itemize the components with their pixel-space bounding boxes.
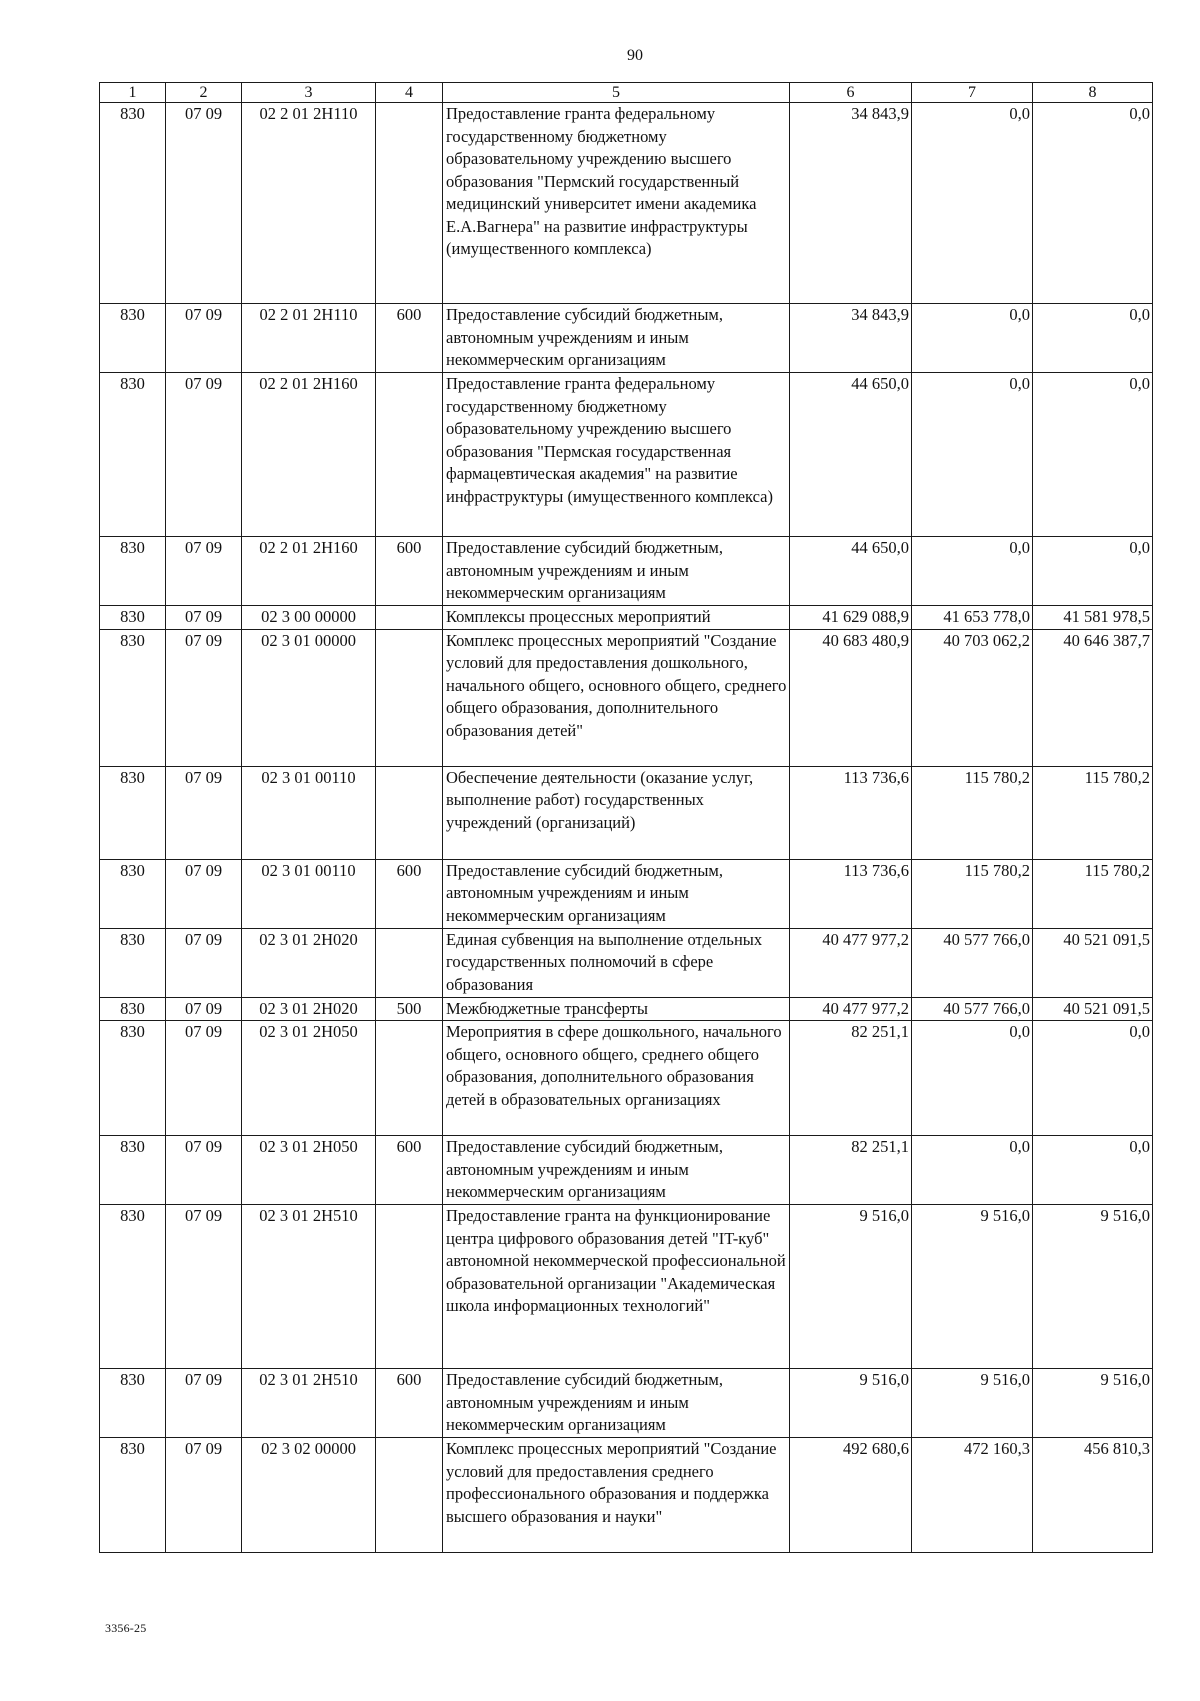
budget-table — [99, 82, 1153, 1553]
cell-section-code: 07 09 — [166, 629, 242, 766]
column-header: 6 — [790, 83, 912, 103]
cell-amount-year3: 40 521 091,5 — [1033, 997, 1153, 1021]
cell-target-article: 02 3 01 2Н510 — [242, 1369, 376, 1438]
table-row — [100, 1205, 1153, 1369]
cell-target-article: 02 2 01 2Н160 — [242, 373, 376, 537]
column-header: 8 — [1033, 83, 1153, 103]
cell-amount-year2: 40 577 766,0 — [912, 928, 1033, 997]
page-number: 90 — [627, 47, 643, 64]
cell-description: Предоставление субсидий бюджетным, автономным учреждениям и иным некоммерческим организациям — [443, 1369, 790, 1438]
cell-section-code: 07 09 — [166, 373, 242, 537]
cell-expense-type: 600 — [376, 1369, 443, 1438]
cell-amount-year2: 9 516,0 — [912, 1205, 1033, 1369]
cell-section-code: 07 09 — [166, 103, 242, 304]
column-header: 5 — [443, 83, 790, 103]
cell-amount-year3: 41 581 978,5 — [1033, 606, 1153, 630]
cell-description: Предоставление гранта федеральному государственному бюджетному образовательному учреждению высшего образования "Пермский государственный медицинский университет имени академика Е.А.Вагнера" на развитие инфраструктуры (имущественного комплекса) — [443, 103, 790, 304]
cell-section-code: 07 09 — [166, 1136, 242, 1205]
cell-amount-year2: 472 160,3 — [912, 1438, 1033, 1553]
table-header — [100, 83, 1153, 103]
cell-amount-year2: 9 516,0 — [912, 1369, 1033, 1438]
table-row — [100, 766, 1153, 859]
table-row — [100, 304, 1153, 373]
cell-section-code: 07 09 — [166, 859, 242, 928]
cell-amount-year2: 40 577 766,0 — [912, 997, 1033, 1021]
cell-admin-code: 830 — [100, 928, 166, 997]
cell-amount-year3: 0,0 — [1033, 1021, 1153, 1136]
cell-section-code: 07 09 — [166, 928, 242, 997]
cell-section-code: 07 09 — [166, 304, 242, 373]
cell-admin-code: 830 — [100, 997, 166, 1021]
cell-expense-type — [376, 1438, 443, 1553]
cell-target-article: 02 2 01 2Н110 — [242, 103, 376, 304]
cell-amount-year3: 115 780,2 — [1033, 859, 1153, 928]
cell-target-article: 02 2 01 2Н160 — [242, 537, 376, 606]
cell-expense-type — [376, 103, 443, 304]
table-row — [100, 1438, 1153, 1553]
cell-amount-year1: 82 251,1 — [790, 1136, 912, 1205]
cell-expense-type — [376, 373, 443, 537]
cell-amount-year1: 44 650,0 — [790, 373, 912, 537]
cell-target-article: 02 2 01 2Н110 — [242, 304, 376, 373]
column-header: 3 — [242, 83, 376, 103]
cell-amount-year1: 40 683 480,9 — [790, 629, 912, 766]
table-row — [100, 629, 1153, 766]
cell-admin-code: 830 — [100, 629, 166, 766]
cell-section-code: 07 09 — [166, 1021, 242, 1136]
cell-amount-year3: 0,0 — [1033, 537, 1153, 606]
cell-target-article: 02 3 01 2Н510 — [242, 1205, 376, 1369]
cell-amount-year1: 41 629 088,9 — [790, 606, 912, 630]
table-row — [100, 606, 1153, 630]
table-row — [100, 1369, 1153, 1438]
cell-description: Предоставление гранта федеральному государственному бюджетному образовательному учреждению высшего образования "Пермская государственная фармацевтическая академия" на развитие инфраструктуры (имущественного комплекса) — [443, 373, 790, 537]
cell-amount-year1: 40 477 977,2 — [790, 928, 912, 997]
document-code: 3356-25 — [105, 1621, 147, 1635]
cell-admin-code: 830 — [100, 373, 166, 537]
cell-admin-code: 830 — [100, 1205, 166, 1369]
cell-expense-type — [376, 766, 443, 859]
cell-description: Предоставление гранта на функционирование центра цифрового образования детей "IT-куб" автономной некоммерческой профессиональной образовательной организации "Академическая школа информационных технологий" — [443, 1205, 790, 1369]
cell-section-code: 07 09 — [166, 1205, 242, 1369]
cell-amount-year1: 34 843,9 — [790, 304, 912, 373]
cell-target-article: 02 3 01 2Н020 — [242, 928, 376, 997]
header-row — [100, 83, 1153, 103]
cell-target-article: 02 3 01 00000 — [242, 629, 376, 766]
table-row — [100, 373, 1153, 537]
cell-section-code: 07 09 — [166, 997, 242, 1021]
cell-amount-year1: 34 843,9 — [790, 103, 912, 304]
cell-admin-code: 830 — [100, 1021, 166, 1136]
column-header: 2 — [166, 83, 242, 103]
column-header: 7 — [912, 83, 1033, 103]
cell-expense-type — [376, 1021, 443, 1136]
column-header: 1 — [100, 83, 166, 103]
cell-amount-year2: 0,0 — [912, 1136, 1033, 1205]
cell-amount-year3: 0,0 — [1033, 304, 1153, 373]
cell-admin-code: 830 — [100, 1369, 166, 1438]
cell-description: Комплекс процессных мероприятий "Создание условий для предоставления среднего профессионального образования и поддержка высшего образования и науки" — [443, 1438, 790, 1553]
cell-amount-year2: 0,0 — [912, 1021, 1033, 1136]
cell-target-article: 02 3 00 00000 — [242, 606, 376, 630]
cell-amount-year2: 41 653 778,0 — [912, 606, 1033, 630]
table-row — [100, 928, 1153, 997]
cell-admin-code: 830 — [100, 304, 166, 373]
table-row — [100, 103, 1153, 304]
table-row — [100, 997, 1153, 1021]
cell-amount-year3: 0,0 — [1033, 373, 1153, 537]
cell-description: Межбюджетные трансферты — [443, 997, 790, 1021]
cell-amount-year3: 9 516,0 — [1033, 1369, 1153, 1438]
cell-target-article: 02 3 01 2Н020 — [242, 997, 376, 1021]
cell-target-article: 02 3 01 00110 — [242, 859, 376, 928]
cell-section-code: 07 09 — [166, 1369, 242, 1438]
cell-description: Обеспечение деятельности (оказание услуг, выполнение работ) государственных учреждений (организаций) — [443, 766, 790, 859]
cell-expense-type: 600 — [376, 1136, 443, 1205]
table-body — [100, 103, 1153, 1553]
cell-expense-type — [376, 928, 443, 997]
cell-admin-code: 830 — [100, 606, 166, 630]
cell-admin-code: 830 — [100, 103, 166, 304]
cell-amount-year2: 115 780,2 — [912, 766, 1033, 859]
cell-expense-type — [376, 1205, 443, 1369]
cell-expense-type: 600 — [376, 304, 443, 373]
cell-amount-year3: 456 810,3 — [1033, 1438, 1153, 1553]
table-row — [100, 859, 1153, 928]
cell-admin-code: 830 — [100, 1438, 166, 1553]
cell-amount-year3: 9 516,0 — [1033, 1205, 1153, 1369]
cell-amount-year2: 40 703 062,2 — [912, 629, 1033, 766]
cell-amount-year1: 40 477 977,2 — [790, 997, 912, 1021]
cell-expense-type — [376, 629, 443, 766]
cell-amount-year1: 44 650,0 — [790, 537, 912, 606]
cell-admin-code: 830 — [100, 766, 166, 859]
cell-expense-type — [376, 606, 443, 630]
cell-amount-year1: 113 736,6 — [790, 859, 912, 928]
table-row — [100, 537, 1153, 606]
cell-amount-year1: 82 251,1 — [790, 1021, 912, 1136]
cell-admin-code: 830 — [100, 859, 166, 928]
cell-section-code: 07 09 — [166, 537, 242, 606]
cell-description: Предоставление субсидий бюджетным, автономным учреждениям и иным некоммерческим организациям — [443, 859, 790, 928]
cell-amount-year1: 9 516,0 — [790, 1205, 912, 1369]
cell-description: Единая субвенция на выполнение отдельных государственных полномочий в сфере образования — [443, 928, 790, 997]
cell-expense-type: 600 — [376, 859, 443, 928]
cell-admin-code: 830 — [100, 537, 166, 606]
cell-amount-year3: 40 521 091,5 — [1033, 928, 1153, 997]
cell-amount-year3: 0,0 — [1033, 103, 1153, 304]
cell-section-code: 07 09 — [166, 1438, 242, 1553]
cell-target-article: 02 3 01 2Н050 — [242, 1021, 376, 1136]
cell-description: Предоставление субсидий бюджетным, автономным учреждениям и иным некоммерческим организациям — [443, 537, 790, 606]
cell-description: Предоставление субсидий бюджетным, автономным учреждениям и иным некоммерческим организациям — [443, 1136, 790, 1205]
cell-amount-year3: 115 780,2 — [1033, 766, 1153, 859]
cell-expense-type: 600 — [376, 537, 443, 606]
cell-description: Мероприятия в сфере дошкольного, начального общего, основного общего, среднего общего образования, дополнительного образования детей в образовательных организациях — [443, 1021, 790, 1136]
cell-description: Комплексы процессных мероприятий — [443, 606, 790, 630]
cell-target-article: 02 3 01 2Н050 — [242, 1136, 376, 1205]
cell-target-article: 02 3 02 00000 — [242, 1438, 376, 1553]
cell-amount-year2: 0,0 — [912, 373, 1033, 537]
column-header: 4 — [376, 83, 443, 103]
cell-description: Предоставление субсидий бюджетным, автономным учреждениям и иным некоммерческим организациям — [443, 304, 790, 373]
cell-amount-year2: 115 780,2 — [912, 859, 1033, 928]
cell-target-article: 02 3 01 00110 — [242, 766, 376, 859]
table-row — [100, 1136, 1153, 1205]
cell-amount-year1: 9 516,0 — [790, 1369, 912, 1438]
cell-amount-year1: 113 736,6 — [790, 766, 912, 859]
cell-section-code: 07 09 — [166, 606, 242, 630]
cell-amount-year3: 40 646 387,7 — [1033, 629, 1153, 766]
cell-amount-year1: 492 680,6 — [790, 1438, 912, 1553]
cell-amount-year2: 0,0 — [912, 537, 1033, 606]
cell-description: Комплекс процессных мероприятий "Создание условий для предоставления дошкольного, начального общего, основного общего, среднего общего образования, дополнительного образования детей" — [443, 629, 790, 766]
cell-amount-year2: 0,0 — [912, 304, 1033, 373]
cell-amount-year2: 0,0 — [912, 103, 1033, 304]
cell-expense-type: 500 — [376, 997, 443, 1021]
table-row — [100, 1021, 1153, 1136]
cell-section-code: 07 09 — [166, 766, 242, 859]
cell-amount-year3: 0,0 — [1033, 1136, 1153, 1205]
cell-admin-code: 830 — [100, 1136, 166, 1205]
